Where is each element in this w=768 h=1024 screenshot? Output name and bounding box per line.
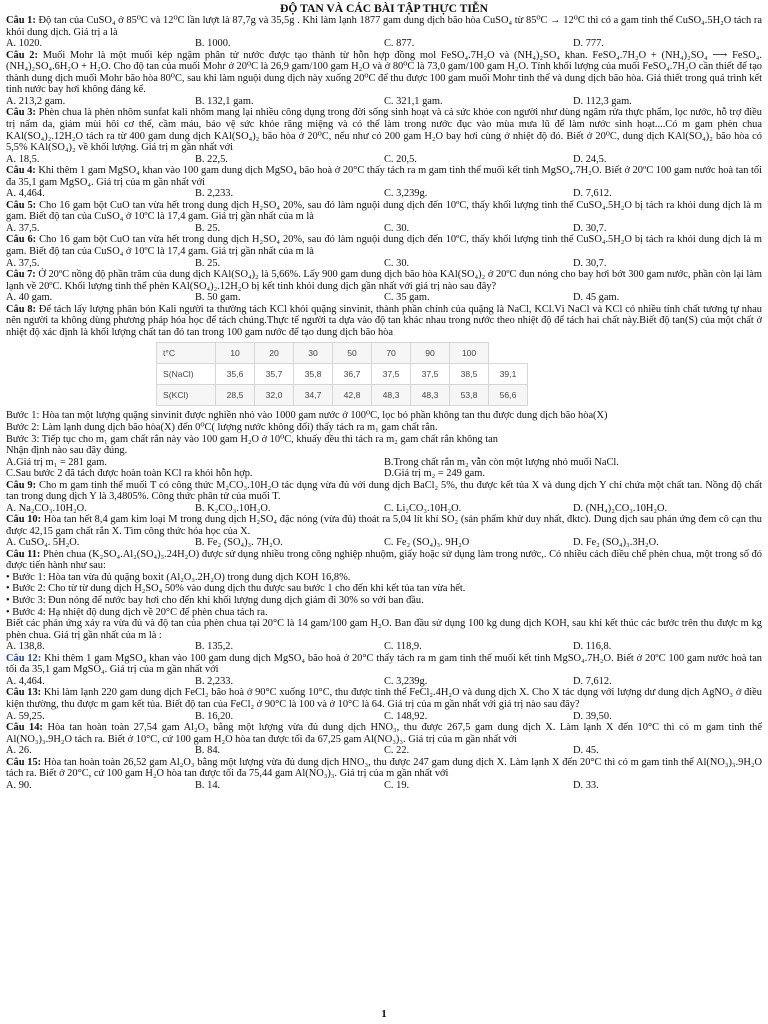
table-cell: 39,1	[489, 364, 528, 385]
options-row	[6, 711, 762, 722]
step-bullet: • Bước 4: Hạ nhiệt độ dung dịch về 20°C để phèn chua tách ra.	[6, 606, 268, 618]
question-label: Câu 11:	[6, 548, 41, 560]
table-cell: 35,8	[294, 364, 333, 385]
option: D. 45.	[573, 745, 599, 757]
step-bullet: • Bước 3: Đun nóng để nước bay hơi cho đến khi khối lượng dung dịch giảm đi 30% so với ban đầu.	[6, 595, 424, 607]
option: A. 90.	[6, 779, 32, 791]
table-cell: 38,5	[450, 364, 489, 385]
table-header-cell: 10	[216, 343, 255, 364]
question-text	[6, 653, 762, 676]
question-text	[6, 50, 762, 96]
question-8-options-row-1	[6, 457, 762, 468]
option: B. 2,233.	[195, 188, 234, 200]
option: C. 22.	[384, 745, 410, 757]
question-body: Ở 20ºC nồng độ phần trăm của dung dịch KAl(SO₄)₂ là 5,66%. Lấy 900 gam dung dịch bão hòa KAl(SO₄)₂ ở 20ºC đun nóng cho bay hơi bớt 300 gam nước, phần còn lại làm lạnh về 20ºC. Khối lượng tinh thể phèn KAl(SO₄)₂.12H₂O bị kết tinh khỏi dung dịch gần nhất với giá trị nào sau đây?	[6, 268, 763, 292]
option: C. 3,239g.	[384, 676, 428, 688]
options-row	[6, 676, 762, 687]
question-text	[6, 480, 762, 503]
questions-block-3	[6, 653, 762, 791]
option: C. 19.	[384, 779, 410, 791]
options-row	[6, 223, 762, 234]
question-body: Cho 16 gam bột CuO tan vừa hết trong dung dịch H₂SO₄ 20%, sau đó làm nguội dung dịch đến 10ºC, thấy khối lượng tinh thể CuSO₄.5H₂O bị tách ra khỏi dung dịch là m gam. Biết độ tan của CuSO₄ ở 10ºC là 17,4 gam. Giá trị gần nhất của m là	[6, 234, 762, 257]
question-text	[6, 200, 762, 223]
option: C. 20,5.	[384, 153, 417, 165]
option: B. 132,1 gam.	[195, 95, 254, 107]
question-text	[6, 514, 762, 537]
table-header-cell: 30	[294, 343, 333, 364]
option: D. 24,5.	[573, 153, 607, 165]
option: A. 4,464.	[6, 676, 45, 688]
option: C. 35 gam.	[384, 292, 430, 304]
options-row	[6, 745, 762, 756]
question-body: Hòa tan hoàn toàn 26,52 gam Al₂O₃ bằng một lượng vừa đủ dung dịch HNO₃, thu được 247 gam dung dịch X. Làm lạnh X đến 20°C thì có m gam tinh thể Al(NO₃)₃.9H₂O tách ra. Biết ở 20°C, cứ 100 gam H₂O hòa tan được tối đa 75,44 gam Al(NO₃)₃. Giá trị của m gần nhất với	[6, 756, 762, 780]
questions-block-2	[6, 480, 762, 572]
table-row	[157, 364, 528, 385]
question-body: Phèn chua là phèn nhôm sunfat kali nhôm mang lại nhiều công dụng trong đời sống sinh hoạt và cả sức khỏe con người như dùng ngâm rửa thực phẩm, lọc nước, hỗ trợ điều trị nấm da, giảm mùi hôi cơ thể, cầm máu, bảo vệ sức khỏe răng miệng và có thể làm trong nước đục vào mùa mưa lũ để làm nước sinh hoạt....Có m gam phèn chua KAl(SO₄)₂.12H₂O tách ra từ 400 gam dung dịch KAl(SO₄)₂ bão hòa ở 20⁰C, nếu như có 200 gam H₂O bay hơi cùng ở nhiệt độ đó. Biết ở 20⁰C, dung dịch KAl(SO₄)₂ bão hòa có 5,5% KAl(SO₄)₂ về khối lượng. Giá trị m gần nhất với	[6, 107, 762, 154]
table-cell: S(KCl)	[157, 385, 216, 406]
step-bullet: • Bước 1: Hòa tan vừa đủ quặng boxit (Al₂O₃.2H₂O) trong dung dịch KOH 16,8%.	[6, 571, 351, 583]
option: D. 116,8.	[573, 641, 612, 653]
option: A. CuSO₄. 5H₂O.	[6, 537, 80, 549]
options-row	[6, 292, 762, 303]
table-cell: 35,7	[255, 364, 294, 385]
question-body: Khi thêm 1 gam MgSO₄ khan vào 100 gam dung dịch MgSO₄ bão hoà ở 20°C thấy tách ra m gam tinh thể muối kết tinh MgSO₄.7H₂O. Biết ở 20ºC 100 gam nước hoà tan tối đa 35,1 gam MgSO₄. Giá trị của m gần nhất với	[6, 165, 762, 188]
option: C. 118,9.	[384, 641, 422, 653]
option: C. Li₂CO₃.10H₂O.	[384, 502, 462, 514]
option: B. 50 gam.	[195, 292, 241, 304]
question-8-options-row-2	[6, 468, 762, 479]
question-body: Muối Mohr là một muối kép ngậm phân tử nước được tạo thành từ hỗn hợp đồng mol FeSO₄.7H₂O và (NH₄)₂SO₄ khan. FeSO₄.7H₂O + (NH₄)₂SO₄ ⟶ FeSO₄.(NH₄)₂SO₄.6H₂O + H₂O. Cho độ tan của muối Mohr ở 20⁰C là 26,9 gam/100 gam H₂O và ở 80⁰C là 73,0 gam/100 gam H₂O. Tính khối lượng của muối FeSO₄.7H₂O cần thiết để tạo thành dung dịch muối Mohr bão hòa 80⁰C, sau khi làm nguội dung dịch này xuống 20⁰C để thu được 100 gam muối Mohr tinh thể và dung dịch bão hòa. Giả thiết trong quá trình kết tinh nước bay hơi không đáng kể.	[6, 49, 762, 96]
question-label: Câu 1:	[6, 15, 36, 26]
option: B. K₂CO₃.10H₂O.	[195, 502, 271, 514]
question-text	[6, 549, 762, 572]
question-body: Phèn chua (K₂SO₄.Al₂(SO₄)₃.24H₂O) được sử dụng nhiều trong công nghiệp nhuộm, giấy hoặc sử dụng làm trong nước,. Có nhiều cách điều chế phèn chua, một trong số đó được tiến hành như sau:	[6, 548, 762, 572]
option: B. 14.	[195, 779, 221, 791]
step-text: Bước 2: Làm lạnh dung dịch bão hòa(X) đến 0⁰C( lượng nước không đổi) thấy tách ra m₁ gam chất rắn.	[6, 421, 438, 433]
table-cell: 34,7	[294, 385, 333, 406]
table-cell: 35,6	[216, 364, 255, 385]
question-label: Câu 7:	[6, 268, 36, 280]
question-text	[6, 107, 762, 153]
table-header-cell: 100	[450, 343, 489, 364]
table-cell: 42,8	[333, 385, 372, 406]
table-row	[157, 385, 528, 406]
question-label: Câu 12:	[6, 652, 42, 664]
option: B. 135,2.	[195, 641, 234, 653]
question-label: Câu 3:	[6, 107, 36, 119]
table-cell: 37,5	[372, 364, 411, 385]
options-row	[6, 188, 762, 199]
table-header-cell: t°C	[157, 343, 216, 364]
table-cell: 53,8	[450, 385, 489, 406]
option: A. 59,25.	[6, 710, 45, 722]
question-label: Câu 14:	[6, 722, 43, 734]
page-title: ĐỘ TAN VÀ CÁC BÀI TẬP THỰC TIỄN	[280, 2, 488, 15]
question-body: Cho 16 gam bột CuO tan vừa hết trong dung dịch H₂SO₄ 20%, sau đó làm nguội dung dịch đến 10ºC, thấy khối lượng tinh thể CuSO₄.5H₂O bị tách ra khỏi dung dịch là m gam. Biết độ tan của CuSO₄ ở 10ºC là 17,4 gam. Giá trị gần nhất của m là	[6, 199, 762, 223]
option: B. 16,20.	[195, 710, 234, 722]
table-cell: 56,6	[489, 385, 528, 406]
table-header-cell: 90	[411, 343, 450, 364]
question-text	[6, 687, 762, 710]
solubility-table	[156, 342, 528, 406]
table-cell: 48,3	[411, 385, 450, 406]
option: B. 84.	[195, 745, 221, 757]
option: C. 148,92.	[384, 710, 428, 722]
option: C. Fe₂ (SO₄)₃. 9H₂O	[384, 537, 470, 549]
question-text	[6, 269, 762, 292]
question-label: Câu 2:	[6, 49, 38, 61]
question-label: Câu 5:	[6, 199, 37, 211]
options-row	[6, 780, 762, 791]
option: B. 2,233.	[195, 676, 234, 688]
option: D.Giá trị m₂ = 249 gam.	[384, 468, 485, 480]
option: C. 877.	[384, 38, 415, 50]
question-text	[6, 15, 762, 38]
options-row	[6, 258, 762, 269]
option: A. 4,464.	[6, 188, 45, 200]
question-label: Câu 6:	[6, 234, 37, 246]
option: A. 1020.	[6, 38, 43, 50]
option: A. 40 gam.	[6, 292, 53, 304]
question-11-tail: Biết các phản ứng xảy ra vừa đủ và độ tan của phèn chua tại 20°C là 14 gam/100 gam H₂O. Ban đầu sử dụng 100 kg dung dịch KOH, sau khi kết thúc các bước trên thu được m kg phèn chua. Giá trị gần nhất của m là :	[6, 618, 762, 641]
option: B. Fe₂ (SO₄)₃. 7H₂O.	[195, 537, 283, 549]
options-row	[6, 503, 762, 514]
option: D. 33.	[573, 779, 599, 791]
question-11-steps	[6, 572, 762, 618]
page-number: 1	[381, 1008, 387, 1020]
table-cell: 48,3	[372, 385, 411, 406]
option: C. 30.	[384, 257, 410, 269]
option: A. 37,5.	[6, 222, 40, 234]
option: A. 18,5.	[6, 153, 40, 165]
question-label: Câu 8:	[6, 303, 37, 315]
option: D. 45 gam.	[573, 292, 620, 304]
option: A. 37,5.	[6, 257, 40, 269]
option: D. 777.	[573, 38, 604, 50]
table-cell: S(NaCl)	[157, 364, 216, 385]
question-label: Câu 13:	[6, 687, 42, 699]
option: A. Na₂CO₃.10H₂O.	[6, 502, 87, 514]
option: A. 26.	[6, 745, 32, 757]
question-text	[6, 165, 762, 188]
option: D. Fe₂ (SO₄)₃.3H₂O.	[573, 537, 659, 549]
options-row	[6, 154, 762, 165]
option: D. 112,3 gam.	[573, 95, 632, 107]
table-header-cell: 50	[333, 343, 372, 364]
option: D. 7,612.	[573, 188, 612, 200]
question-text	[6, 234, 762, 257]
option: B.Trong chất rắn m₂ vẫn còn một lượng nhỏ muối NaCl.	[384, 456, 619, 468]
option: D. 30,7.	[573, 222, 607, 234]
option: D. 30,7.	[573, 257, 607, 269]
question-11-options	[6, 641, 762, 652]
options-row	[6, 96, 762, 107]
options-row	[6, 38, 762, 49]
question-body: Khi làm lạnh 220 gam dung dịch FeCl₂ bão hoà ở 90°C xuống 10°C, thu được tinh thể FeCl₂.4H₂O và dung dịch X. Cho X tác dụng với lượng dư dung dịch AgNO₃ ở điều kiện thường, thu được m gam kết tủa. Biết độ tan của FeCl₂ ở 90°C là 100 và ở 10°C là 64. Giá trị của m gần nhất với giá trị nào sau đây?	[6, 687, 762, 711]
table-header-cell: 70	[372, 343, 411, 364]
question-text	[6, 757, 762, 780]
option: B. 1000.	[195, 38, 231, 50]
questions-block-1	[6, 15, 762, 338]
step-text: Nhận định nào sau đây đúng.	[6, 445, 128, 457]
question-label: Câu 15:	[6, 756, 42, 768]
option: C. 30.	[384, 222, 410, 234]
option: A. 138,8.	[6, 641, 45, 653]
table-cell: 36,7	[333, 364, 372, 385]
table-cell: 32,0	[255, 385, 294, 406]
question-body: Khi thêm 1 gam MgSO₄ khan vào 100 gam dung dịch MgSO₄ bão hoà ở 20°C thấy tách ra m gam tinh thể muối kết tinh MgSO₄.7H₂O. Biết ở 20ºC 100 gam nước hoà tan tối đa 35,1 gam MgSO₄. Giá trị của m gần nhất với	[6, 652, 762, 676]
step-text: Bước 3: Tiếp tục cho m₁ gam chất rắn này vào 100 gam H₂O ở 10⁰C, khuấy đều thì tách ra m₂ gam chất rắn không tan	[6, 433, 498, 445]
table-cell: 28,5	[216, 385, 255, 406]
question-label: Câu 10:	[6, 514, 42, 526]
option: A.Giá trị m₁ = 281 gam.	[6, 456, 107, 468]
option: C. 321,1 gam.	[384, 95, 443, 107]
question-body: Để tách lấy lượng phân bón Kali người ta thường tách KCl khỏi quặng sinvinit, thành phần chính của quặng là NaCl, KCl.Vì NaCl và KCl có nhiều tính chất tương tự nhau nên người ta không dùng phương pháp hóa học để tách chúng.Thực tế người ta dựa vào độ tan khác nhau trong nước theo nhiệt độ để tách hai chất này.Biết độ tan(S) của một chất ở nhiệt độ xác định là khối lượng chất tan đó tan trong 100 gam nước để tạo dung dịch bão hòa	[6, 303, 762, 338]
question-8-steps	[6, 410, 762, 456]
option: C. 3,239g.	[384, 188, 428, 200]
option: B. 22,5.	[195, 153, 228, 165]
question-text	[6, 304, 762, 339]
question-label: Câu 9:	[6, 479, 37, 491]
table-cell: 37,5	[411, 364, 450, 385]
option: A. 213,2 gam.	[6, 95, 66, 107]
option: C.Sau bước 2 đã tách được hoàn toàn KCl ra khỏi hỗn hợp.	[6, 468, 253, 480]
question-body: Độ tan của CuSO₄ ở 85⁰C và 12⁰C lần lượt là 87,7g và 35,5g . Khi làm lạnh 1877 gam dung dịch bão hòa CuSO₄ từ 85⁰C → 12⁰C thì có a gam tinh thể CuSO₄.5H₂O tách ra khỏi dung dịch. Giá trị a là	[6, 15, 762, 38]
option: D. 7,612.	[573, 676, 612, 688]
table-header-cell: 20	[255, 343, 294, 364]
option: B. 25.	[195, 222, 221, 234]
step-bullet: • Bước 2: Cho từ từ dung dịch H₂SO₄ 50% vào dung dịch thu được sau bước 1 cho đến khi kết tủa tan vừa hết.	[6, 583, 466, 595]
question-text	[6, 722, 762, 745]
options-row	[6, 537, 762, 548]
option: D. (NH₄)₂CO₃.10H₂O.	[573, 502, 668, 514]
question-body: Cho m gam tinh thể muối T có công thức M₂CO₃.10H₂O tác dụng vừa đủ với dung dịch BaCl₂ 5%, thu được kết tủa X và dung dịch Y chỉ chứa một chất tan. Nồng độ chất tan trong dung dịch Y là 3,4805%. Công thức phân tử của muối T.	[6, 479, 762, 503]
question-label: Câu 4:	[6, 165, 36, 177]
option: B. 25.	[195, 257, 221, 269]
option: D. 39,50.	[573, 710, 612, 722]
step-text: Bước 1: Hòa tan một lượng quặng sinvinit được nghiền nhỏ vào 1000 gam nước ở 100⁰C, lọc bỏ phần không tan thu được dung dịch bão hòa(X)	[6, 410, 608, 422]
question-body: Hòa tan hoàn toàn 27,54 gam Al₂O₃ bằng một lượng vừa đủ dung dịch HNO₃, thu được 267,5 gam dung dịch X. Làm lạnh X đến 10°C thì có m gam tinh thể Al(NO₃)₃.9H₂O tách ra. Biết ở 10°C, cứ 100 gam H₂O hòa tan được tối đa 67,25 gam Al(NO₃)₃. Giá trị của m gần nhất với	[6, 722, 762, 745]
question-body: Hòa tan hết 8,4 gam kim loại M trong dung dịch H₂SO₄ đặc nóng (vừa đủ) thoát ra 5,04 lít khí SO₂ (sản phẩm khử duy nhất, đktc). Dung dịch sau phản ứng đem cô cạn thu được 42,15 gam chất rắn X. Tìm công thức hóa học của X.	[6, 514, 762, 537]
